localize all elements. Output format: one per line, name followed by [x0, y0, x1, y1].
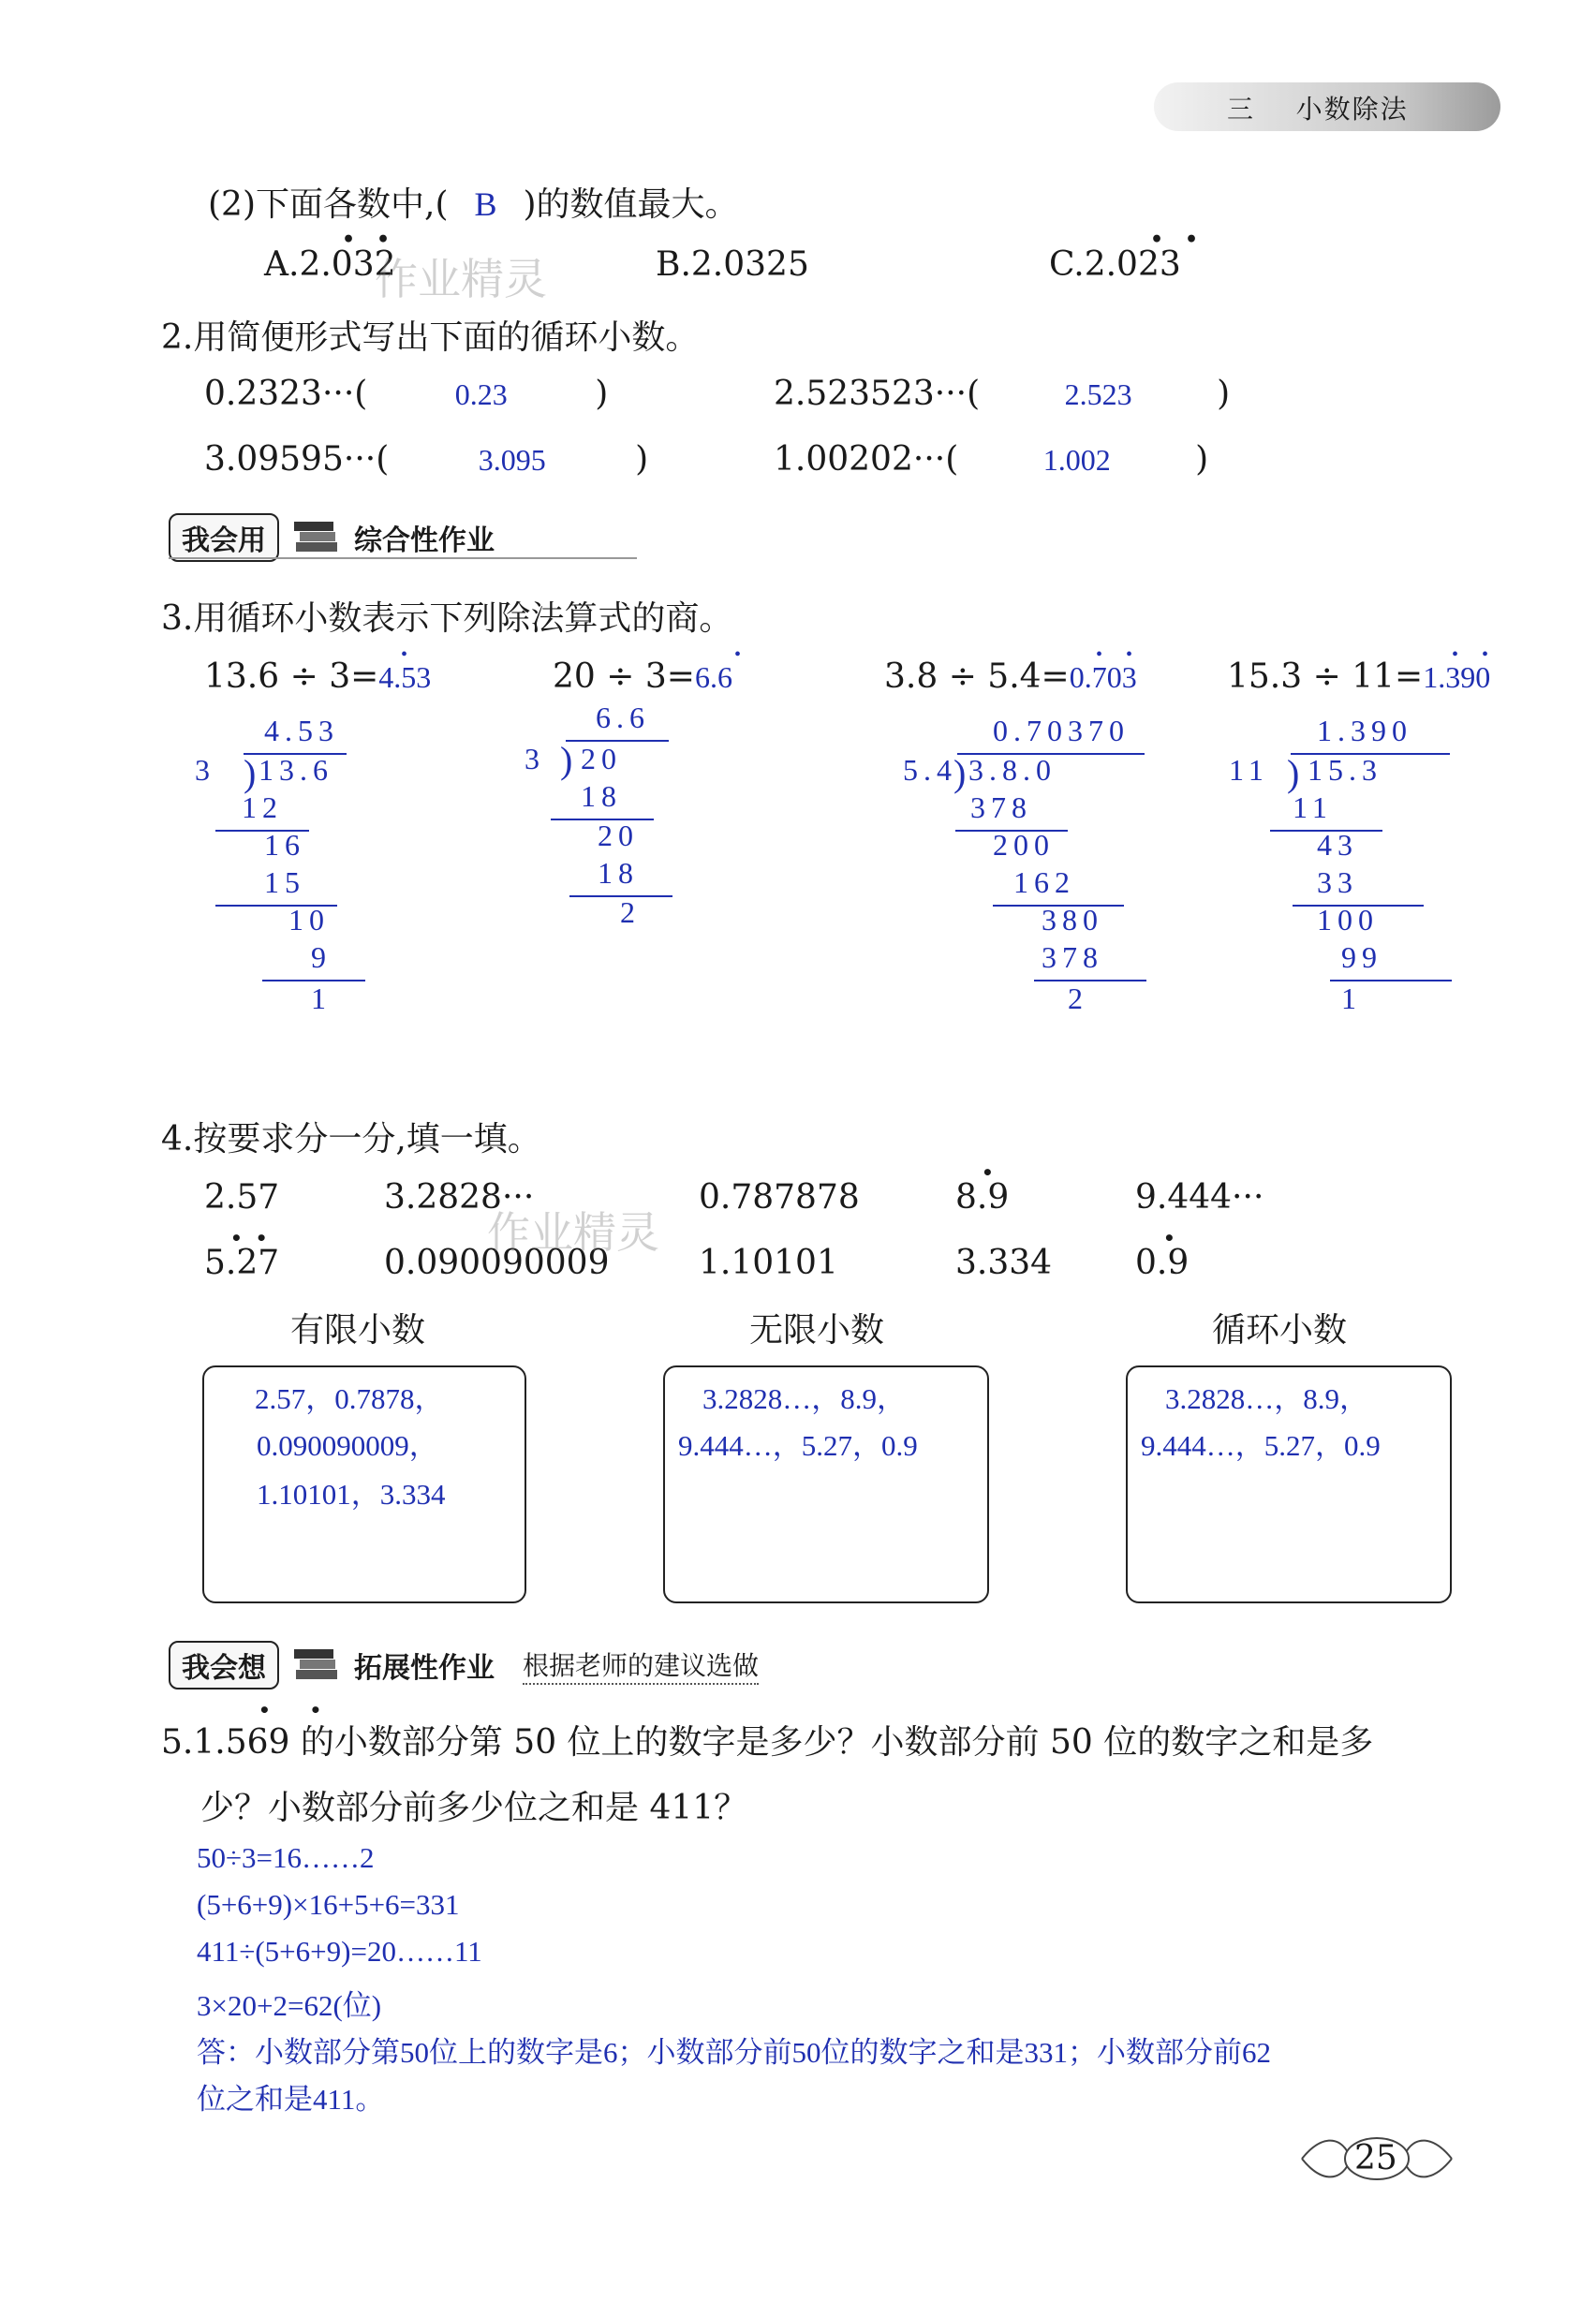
q3-expr-2: 20 ÷ 3=6.6 [553, 657, 732, 696]
step: 15 [264, 865, 305, 899]
label-finite-decimal: 有限小数 [290, 1311, 426, 1350]
dividend: 3.8.0 [968, 753, 1057, 787]
repeat-dots: • • [230, 1227, 268, 1249]
q2-prompt: 2.用简便形式写出下面的循环小数。 [161, 318, 700, 357]
q1-2-prompt: (2)下面各数中,( B )的数值最大。 [208, 185, 739, 224]
box-line: 3.2828…，8.9， [1165, 1382, 1368, 1415]
step: 378 [1042, 940, 1103, 974]
repeat-dot: • [1163, 1227, 1175, 1249]
quotient: 1.390 [1317, 714, 1412, 747]
long-division-2 [523, 701, 691, 935]
step-line [1034, 980, 1146, 981]
long-division-3 [899, 714, 1152, 1023]
infinite-decimal-box [663, 1365, 989, 1603]
box-line: 1.10101，3.334 [257, 1478, 446, 1511]
box-line: 9.444…，5.27，0.9 [678, 1429, 918, 1462]
divisor: 5.4 [903, 753, 957, 787]
step: 12 [242, 790, 283, 824]
section-badge: 我会想 [169, 1641, 279, 1690]
q2-item-2: 2.523523···( 2.523 ) [774, 375, 1231, 413]
q4-number: 3.334 [955, 1244, 1053, 1282]
q2-item-1: 0.2323···( 0.23 ) [204, 375, 609, 413]
step: 162 [1013, 865, 1075, 899]
q2-item-4-answer: 1.002 [1042, 443, 1111, 477]
step: 33 [1317, 865, 1358, 899]
repeat-dots-c: • • [1150, 228, 1199, 252]
q4-number: 3.2828··· [384, 1178, 535, 1217]
q2-item-2-answer: 2.523 [1064, 377, 1132, 411]
label-infinite-decimal: 无限小数 [749, 1311, 885, 1350]
step: 99 [1341, 940, 1382, 974]
q1-2-answer: B [474, 185, 497, 223]
box-line: 2.57，0.7878， [255, 1382, 444, 1415]
long-division-1 [187, 714, 375, 1023]
quotient: 4.53 [264, 714, 339, 747]
q3-expr-4: 15.3 ÷ 11=1.390 [1227, 657, 1491, 696]
quotient: 6.6 [596, 701, 650, 734]
step: 378 [970, 790, 1032, 824]
repeating-decimal-box [1126, 1365, 1452, 1603]
q4-number: 9.444··· [1135, 1178, 1264, 1217]
q4-number: 8.9 [955, 1178, 1010, 1217]
section-extension-header [169, 1641, 759, 1690]
q4-number: 0.787878 [699, 1178, 860, 1217]
q5-answer-line: 答：小数部分第50位上的数字是6；小数部分前50位的数字之和是331；小数部分前62 [197, 2036, 1271, 2069]
section-note: 根据老师的建议选做 [523, 1645, 759, 1685]
q5-work-line: 411÷(5+6+9)=20……11 [197, 1935, 482, 1968]
q1-2-option-a: A.2.032 [264, 245, 396, 284]
q3-expr-3: 3.8 ÷ 5.4=0.703 [884, 657, 1137, 696]
step: 20 [598, 819, 639, 852]
step: 11 [1293, 790, 1333, 824]
q2-item-3: 3.09595···( 3.095 ) [204, 440, 649, 479]
q4-number: 2.57 [204, 1178, 280, 1217]
q5-work-line: 3×20+2=62(位) [197, 1989, 382, 2022]
section-badge: 我会用 [169, 513, 279, 562]
step: 2 [1068, 981, 1088, 1015]
q4-prompt: 4.按要求分一分,填一填。 [161, 1120, 541, 1158]
step: 1 [1341, 981, 1362, 1015]
q2-item-3-answer: 3.095 [478, 443, 546, 477]
step: 10 [288, 903, 330, 937]
step: 200 [993, 828, 1055, 862]
repeat-dot: • [982, 1161, 994, 1184]
step: 18 [598, 856, 639, 890]
books-icon [292, 518, 341, 557]
q5-work-line: 50÷3=16……2 [197, 1841, 375, 1874]
division-bracket: ) [1287, 752, 1300, 794]
dividend: 20 [581, 742, 622, 775]
books-icon [292, 1645, 341, 1685]
step: 9 [311, 940, 332, 974]
chapter-number: 三 [1227, 94, 1256, 125]
q1-2-option-b: B.2.0325 [656, 245, 809, 284]
division-bracket: ) [560, 739, 573, 781]
dividend: 13.6 [259, 753, 333, 787]
repeat-dots-a: • • [342, 228, 391, 252]
q4-number: 0.9 [1135, 1244, 1190, 1282]
q1-2-option-c: C.2.023 [1049, 245, 1181, 284]
divisor: 11 [1229, 753, 1269, 787]
box-line: 9.444…，5.27，0.9 [1141, 1429, 1381, 1462]
division-bracket: ) [244, 752, 257, 794]
repeat-dots: • • [259, 1699, 322, 1721]
step: 100 [1317, 903, 1379, 937]
page-number: 25 [1354, 2139, 1397, 2177]
q3-expr-1: 13.6 ÷ 3=4.53 [204, 657, 432, 696]
finite-decimal-box [202, 1365, 526, 1603]
q5-work-line: (5+6+9)×16+5+6=331 [197, 1888, 460, 1921]
label-repeating-decimal: 循环小数 [1212, 1311, 1348, 1350]
long-division-4 [1227, 714, 1470, 1023]
divisor: 3 [195, 753, 215, 787]
q5-answer-line: 位之和是411。 [197, 2083, 385, 2116]
step: 380 [1042, 903, 1103, 937]
section-divider [169, 557, 637, 559]
q5-line-1: 5.1.569 的小数部分第 50 位上的数字是多少？小数部分前 50 位的数字之和是多 [161, 1723, 1374, 1762]
section-title: 拓展性作业 [354, 1652, 495, 1685]
dividend: 15.3 [1308, 753, 1382, 787]
chapter-title: 小数除法 [1295, 94, 1409, 125]
box-line: 0.090090009， [257, 1429, 438, 1462]
q2-item-1-answer: 0.23 [454, 377, 508, 411]
division-bracket: ) [953, 752, 967, 794]
section-title: 综合性作业 [354, 524, 495, 557]
q3-prompt: 3.用循环小数表示下列除法算式的商。 [161, 599, 733, 638]
q4-number: 0.090090009 [384, 1244, 610, 1282]
quotient: 0.70370 [993, 714, 1130, 747]
q2-item-4: 1.00202···( 1.002 ) [774, 440, 1209, 479]
box-line: 3.2828…，8.9， [702, 1382, 906, 1415]
step: 16 [264, 828, 305, 862]
chapter-header [1227, 89, 1409, 126]
section-comprehensive-header [169, 513, 495, 562]
watermark: 作业精灵 [487, 1207, 659, 1258]
divisor: 3 [525, 742, 545, 775]
q5-line-2: 少？小数部分前多少位之和是 411？ [200, 1789, 748, 1827]
q3-ans2-dot: • [734, 644, 742, 665]
watermark: 作业精灵 [375, 254, 547, 304]
q4-number: 1.10101 [699, 1244, 838, 1282]
q3-ans3-dots: • • [1096, 644, 1133, 665]
step: 1 [311, 981, 332, 1015]
step: 2 [620, 895, 641, 929]
step: 43 [1317, 828, 1358, 862]
q3-ans1-dot: • [401, 644, 408, 665]
q4-number: 5.27 [204, 1244, 280, 1282]
step: 18 [581, 779, 622, 813]
q3-ans4-dots: • • [1452, 644, 1489, 665]
